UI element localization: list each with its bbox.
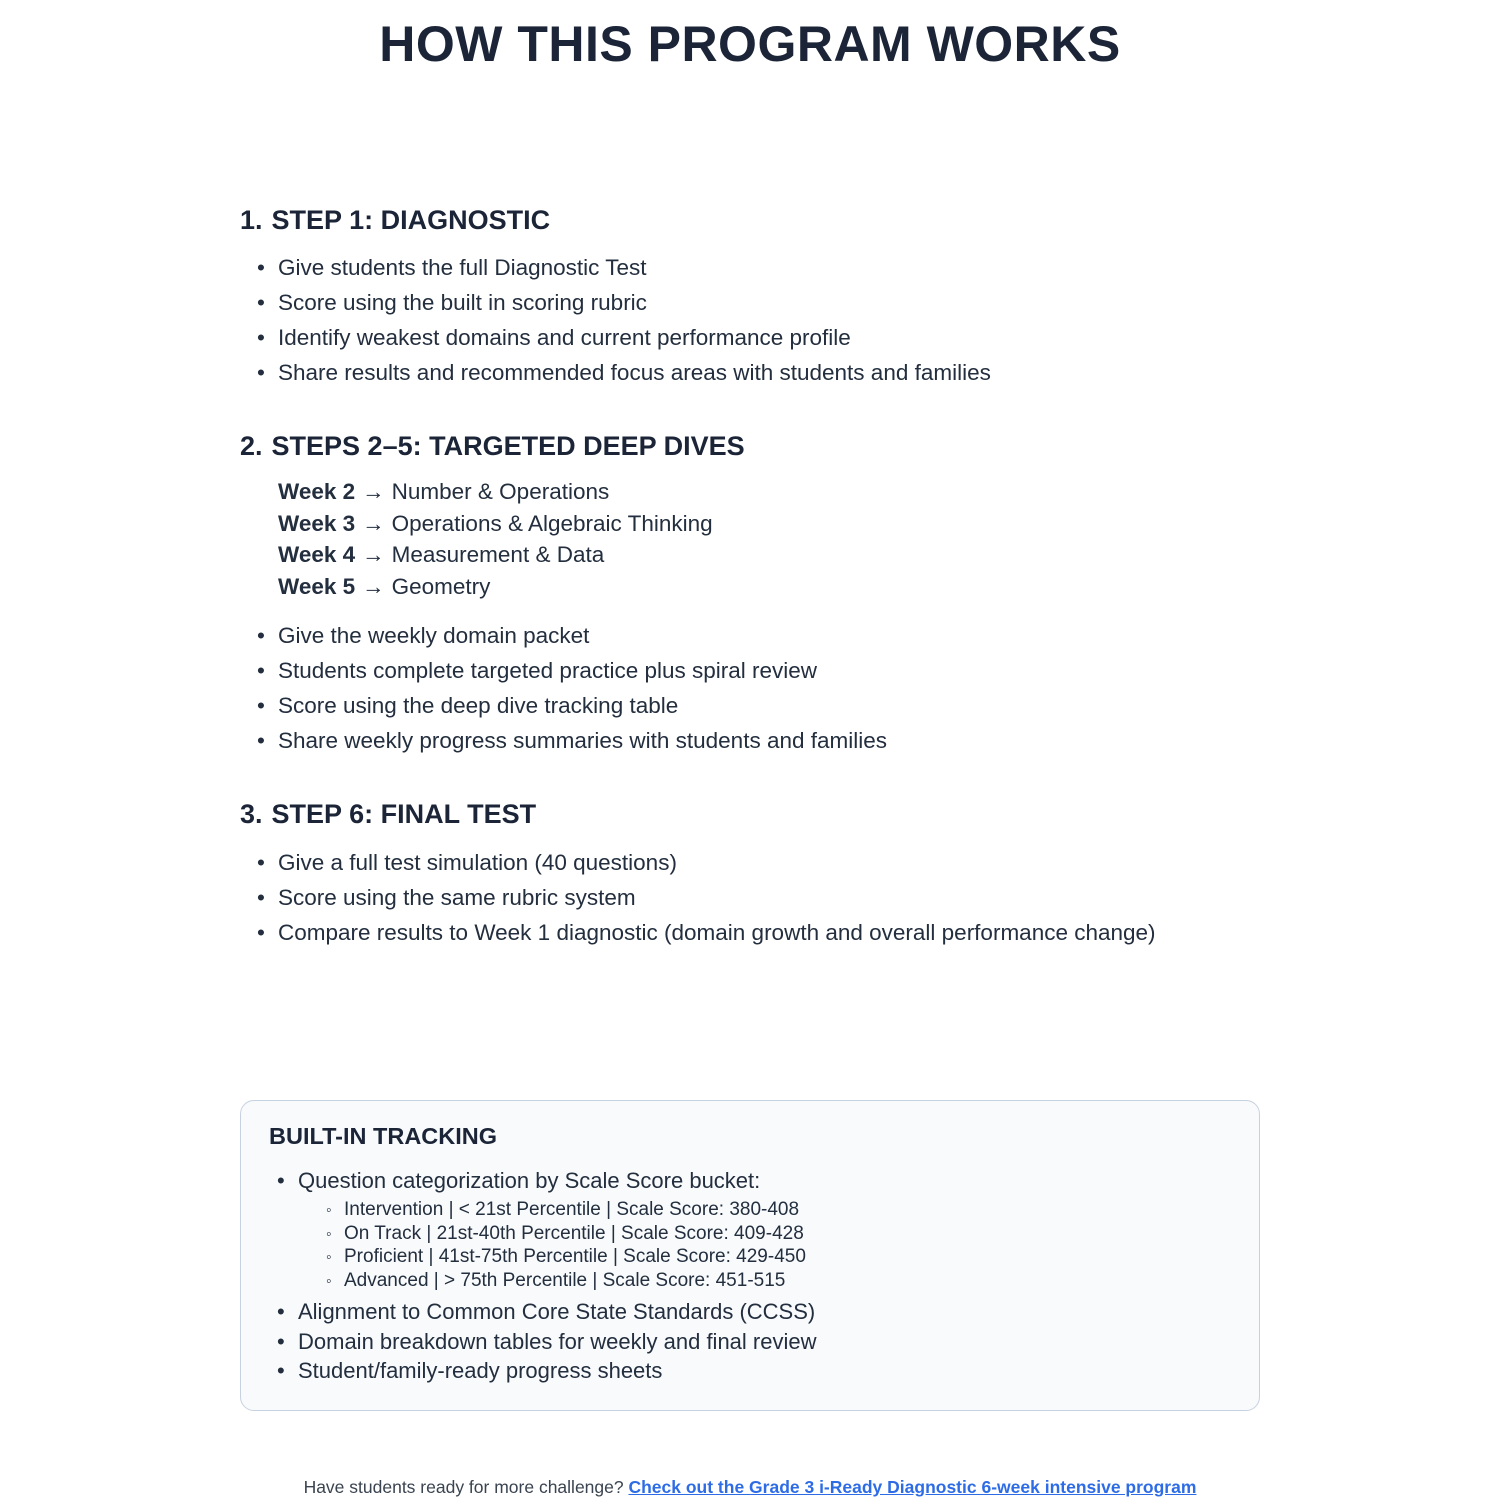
section-heading-text: STEP 1: DIAGNOSTIC	[271, 204, 551, 235]
bullet-item: • Give a full test simulation (40 questions)	[257, 845, 1260, 880]
built-in-tracking-box	[240, 1100, 1260, 1411]
bullet-item: • Domain breakdown tables for weekly and final review	[277, 1327, 1231, 1357]
week-topic: Measurement & Data	[391, 542, 605, 568]
section-number: 2.	[240, 430, 263, 461]
bullet-item: • Score using the same rubric system	[257, 880, 1260, 915]
bullet-item: • Share results and recommended focus areas with students and families	[257, 355, 1260, 390]
bullet-item: • Students complete targeted practice plus spiral review	[257, 653, 1260, 688]
bullet-list	[240, 618, 1260, 758]
week-topic: Geometry	[391, 573, 491, 599]
footer-text: Have students ready for more challenge?	[303, 1476, 629, 1497]
tracking-box-heading: BUILT-IN TRACKING	[269, 1122, 498, 1149]
section-step-6-final-test	[240, 798, 1260, 949]
section-heading-text: STEPS 2–5: TARGETED DEEP DIVES	[271, 430, 745, 461]
section-heading	[240, 204, 1260, 236]
week-line	[278, 508, 1260, 540]
arrow-right-icon: →	[362, 479, 385, 505]
content-column	[240, 204, 1260, 950]
sections-list	[240, 204, 1260, 950]
bullet-item: • Alignment to Common Core State Standards (CCSS)	[277, 1297, 1231, 1327]
scale-score-bucket-item: ◦ Intervention | < 21st Percentile | Scale Score: 380-408	[326, 1198, 1231, 1222]
week-schedule	[278, 476, 1260, 602]
scale-score-bucket-item: ◦ On Track | 21st-40th Percentile | Scale Score: 409-428	[326, 1222, 1231, 1246]
bullet-item: • Score using the built in scoring rubric	[257, 285, 1260, 320]
arrow-right-icon: →	[362, 542, 385, 568]
section-heading-text: STEP 6: FINAL TEST	[271, 799, 537, 830]
bullet-item: • Identify weakest domains and current performance profile	[257, 320, 1260, 355]
week-label: Week 4	[278, 542, 356, 568]
arrow-right-icon: →	[362, 573, 385, 599]
page-title: HOW THIS PROGRAM WORKS	[379, 16, 1121, 72]
scale-score-bucket-item: ◦ Advanced | > 75th Percentile | Scale Score: 451-515	[326, 1269, 1231, 1293]
week-line	[278, 571, 1260, 603]
tracking-bullet-list	[269, 1166, 1231, 1386]
section-number: 1.	[240, 204, 263, 235]
section-steps-2-5-deep-dives	[240, 430, 1260, 758]
week-label: Week 2	[278, 479, 356, 505]
week-label: Week 3	[278, 510, 356, 536]
footer	[0, 1477, 1500, 1498]
scale-score-bucket-item: ◦ Proficient | 41st-75th Percentile | Scale Score: 429-450	[326, 1245, 1231, 1269]
section-heading	[240, 798, 1260, 830]
bullet-list	[240, 250, 1260, 390]
bullet-text: Question categorization by Scale Score bucket:	[298, 1167, 761, 1193]
section-step-1-diagnostic	[240, 204, 1260, 390]
arrow-right-icon: →	[362, 510, 385, 536]
section-heading	[240, 430, 1260, 462]
scale-score-bucket-list	[326, 1198, 1231, 1292]
bullet-item: • Student/family-ready progress sheets	[277, 1356, 1231, 1386]
week-line	[278, 539, 1260, 571]
bullet-item: • Give the weekly domain packet	[257, 618, 1260, 653]
week-topic: Operations & Algebraic Thinking	[391, 510, 713, 536]
bullet-item	[277, 1166, 1231, 1293]
bullet-item: • Share weekly progress summaries with students and families	[257, 723, 1260, 758]
bullet-list	[240, 845, 1260, 950]
week-label: Week 5	[278, 573, 356, 599]
week-topic: Number & Operations	[391, 479, 610, 505]
footer-link[interactable]: Check out the Grade 3 i-Ready Diagnostic 6-week intensive program	[628, 1476, 1197, 1497]
week-line	[278, 476, 1260, 508]
section-number: 3.	[240, 799, 263, 830]
bullet-item: • Give students the full Diagnostic Test	[257, 250, 1260, 285]
bullet-item: • Score using the deep dive tracking table	[257, 688, 1260, 723]
bullet-item: • Compare results to Week 1 diagnostic (domain growth and overall performance change)	[257, 915, 1260, 950]
